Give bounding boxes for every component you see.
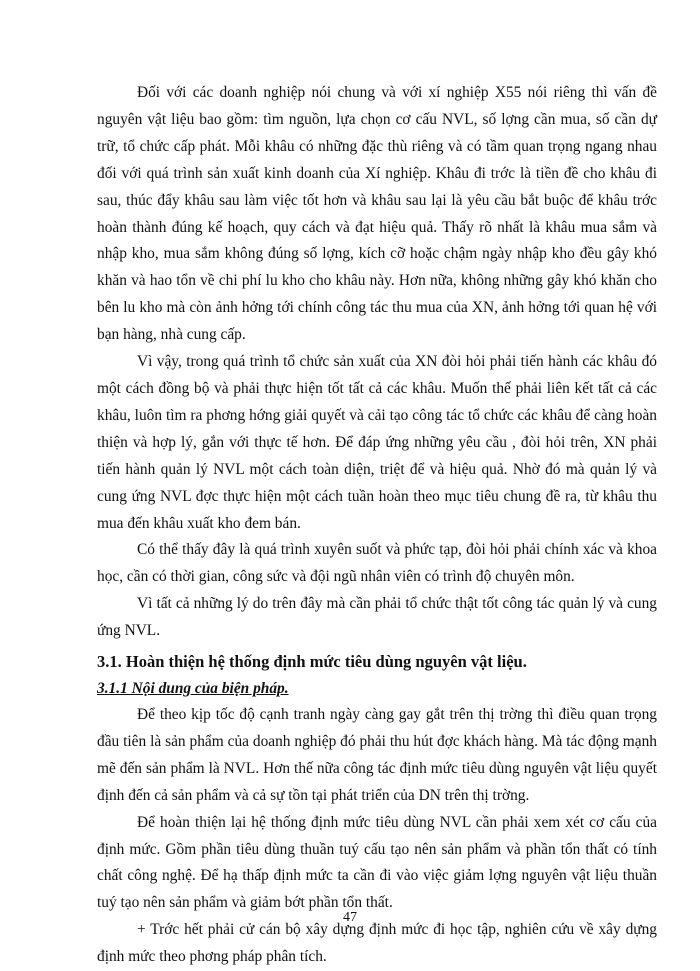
paragraph: Có thể thấy đây là quá trình xuyên suốt và phức tạp, đòi hỏi phải chính xác và khoa học, cần có thời gian, công sức và đội ngũ nhân viên có trình độ chuyên môn. (97, 541, 657, 586)
page-body (97, 80, 657, 971)
paragraph: Vì vậy, trong quá trình tổ chức sản xuất của XN đòi hỏi phải tiến hành các khâu đó một cách đồng bộ và phải thực hiện tốt tất cả các khâu. Muốn thế phải liên kết tất cả các khâu, luôn tìm ra phơng hớng giải quyết và cải tạo công tác tổ chức các khâu để càng hoàn thiện và hợp lý, gắn với thực tế hơn. Để đáp ứng những yêu cầu , đòi hỏi trên, XN phải tiến hành quản lý NVL một cách toàn diện, triệt để và hiệu quả. Nhờ đó mà quản lý và cung ứng NVL đợc thực hiện một cách tuần hoàn theo mục tiêu chung đề ra, từ khâu thu mua đến khâu xuất kho đem bán. (97, 353, 657, 532)
paragraph: Vì tất cả những lý do trên đây mà cần phải tổ chức thật tốt công tác quản lý và cung ứng NVL. (97, 595, 657, 640)
paragraph: Để theo kịp tốc độ cạnh tranh ngày càng gay gắt trên thị trờng thì điều quan trọng đầu tiên là sản phẩm của doanh nghiệp đó phải thu hút đợc khách hàng. Mà tác động mạnh mẽ đến sản phẩm là NVL. Hơn thế nữa công tác định mức tiêu dùng nguyên vật liệu quyết định đến cả sản phẩm và cả sự tồn tại phát triển của DN trên thị trờng. (97, 706, 657, 804)
paragraph: Để hoàn thiện lại hệ thống định mức tiêu dùng NVL cần phải xem xét cơ cấu của định mức. Gồm phần tiêu dùng thuần tuý cấu tạo nên sản phẩm và phần tổn thất có tính chất công nghệ. Để hạ thấp định mức ta cần đi vào việc giảm lợng nguyên vật liệu thuần tuý tạo nên sản phẩm và giảm bớt phần tổn thất. (97, 813, 657, 912)
paragraph: + Trớc hết phải cử cán bộ xây dựng định mức đi học tập, nghiên cứu về xây dựng định mức theo phơng pháp phân tích. (97, 921, 657, 966)
page-number: 47 (343, 910, 357, 925)
paragraph: Đối với các doanh nghiệp nói chung và với xí nghiệp X55 nói riêng thì vấn đề nguyên vật liệu bao gồm: tìm nguồn, lựa chọn cơ cấu NVL, số lợng cần mua, số cần dự trữ, tổ chức cấp phát. Mỗi khâu có những đặc thù riêng và có tầm quan trọng ngang nhau đối với quá trình sản xuất kinh doanh của Xí nghiệp. Khâu đi trớc là tiền đề cho khâu đi sau, thúc đẩy khâu sau làm việc tốt hơn và khâu sau lại là yêu cầu bắt buộc để khâu trớc hoàn thành đúng kế hoạch, quy cách và đạt hiệu quả. Thấy rõ nhất là khâu mua sắm và nhập kho, mua sắm không đúng số lợng, kích cỡ hoặc chậm ngày nhập kho đều gây khó khăn và hao tổn về chi phí lu kho cho khâu này. Hơn nữa, không những gây khó khăn cho bên lu kho mà còn ảnh hởng tới chính công tác thu mua của XN, ảnh hởng tới quan hệ với bạn hàng, nhà cung cấp. (97, 84, 657, 344)
section-heading: 3.1. Hoàn thiện hệ thống định mức tiêu dùng nguyên vật liệu. (97, 652, 527, 672)
subsection-heading: 3.1.1 Nội dung của biện pháp. (97, 680, 289, 698)
